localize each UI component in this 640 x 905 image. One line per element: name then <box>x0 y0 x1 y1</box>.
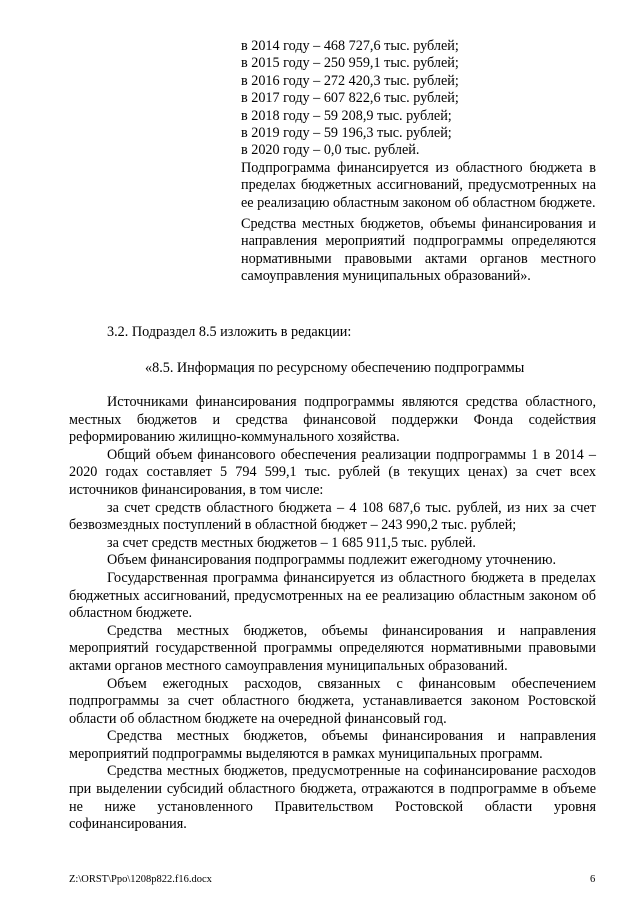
body-paragraph: Общий объем финансового обеспечения реализации подпрограммы 1 в 2014 – 2020 годах составляет 5 794 599,1 тыс. рублей (в текущих ценах) за счет всех источников финансирования, в том числе: <box>69 446 596 498</box>
section-instruction: 3.2. Подраздел 8.5 изложить в редакции: <box>107 324 352 340</box>
body-paragraph: Средства местных бюджетов, предусмотренные на софинансирование расходов при выделении субсидий областного бюджета, отражаются в подпрограмме в объеме не ниже установленного Правительством Ростовской области уровня софинансирования. <box>69 763 596 833</box>
funding-year-line: в 2016 году – 272 420,3 тыс. рублей; <box>241 72 459 89</box>
right-paragraph: Средства местных бюджетов, объемы финансирования и направления мероприятий подпрограммы определяются нормативными правовыми актами органов местного самоуправления муниципальных образований». <box>241 215 596 285</box>
funding-year-line: в 2015 году – 250 959,1 тыс. рублей; <box>241 55 459 72</box>
body-paragraph: Средства местных бюджетов, объемы финансирования и направления мероприятий подпрограммы выделяются в рамках муниципальных программ. <box>69 728 596 762</box>
body-paragraph: за счет средств областного бюджета – 4 108 687,6 тыс. рублей, из них за счет безвозмездных поступлений в областной бюджет – 243 990,2 тыс. рублей; <box>69 499 596 534</box>
footer-page-number: 6 <box>590 874 596 885</box>
funding-column <box>241 38 596 286</box>
body-paragraph: Государственная программа финансируется из областного бюджета в пределах бюджетных ассигнований, предусмотренных на ее реализацию областным законом об областном бюджете. <box>69 569 596 622</box>
body-paragraph: Средства местных бюджетов, объемы финансирования и направления мероприятий государственной программы определяются нормативными правовыми актами органов местного самоуправления муниципальных образований. <box>69 622 596 674</box>
funding-year-line: в 2017 году – 607 822,6 тыс. рублей; <box>241 90 459 107</box>
body-paragraph: Объем финансирования подпрограммы подлежит ежегодному уточнению. <box>107 552 557 569</box>
funding-year-line: в 2018 году – 59 208,9 тыс. рублей; <box>241 107 452 124</box>
body-paragraph: Объем ежегодных расходов, связанных с финансовым обеспечением подпрограммы за счет областного бюджета, устанавливается законом Ростовской области об областном бюджете на очередной финансовый год. <box>69 675 596 727</box>
body-paragraph: за счет средств местных бюджетов – 1 685 911,5 тыс. рублей. <box>107 534 476 551</box>
section-body <box>69 394 596 834</box>
body-paragraph: Источниками финансирования подпрограммы являются средства областного, местных бюджетов и средства финансовой поддержки Фонда содействия реформированию жилищно-коммунального хозяйства. <box>69 394 596 446</box>
footer-file-path: Z:\ORST\Ppo\1208p822.f16.docx <box>69 874 212 885</box>
funding-year-line: в 2020 году – 0,0 тыс. рублей. <box>241 142 420 159</box>
right-paragraph: Подпрограмма финансируется из областного бюджета в пределах бюджетных ассигнований, предусмотренных на ее реализацию областным законом об областном бюджете. <box>241 159 596 212</box>
funding-year-line: в 2019 году – 59 196,3 тыс. рублей; <box>241 125 452 142</box>
funding-year-line: в 2014 году – 468 727,6 тыс. рублей; <box>241 38 459 54</box>
section-title: «8.5. Информация по ресурсному обеспечению подпрограммы <box>145 360 525 376</box>
